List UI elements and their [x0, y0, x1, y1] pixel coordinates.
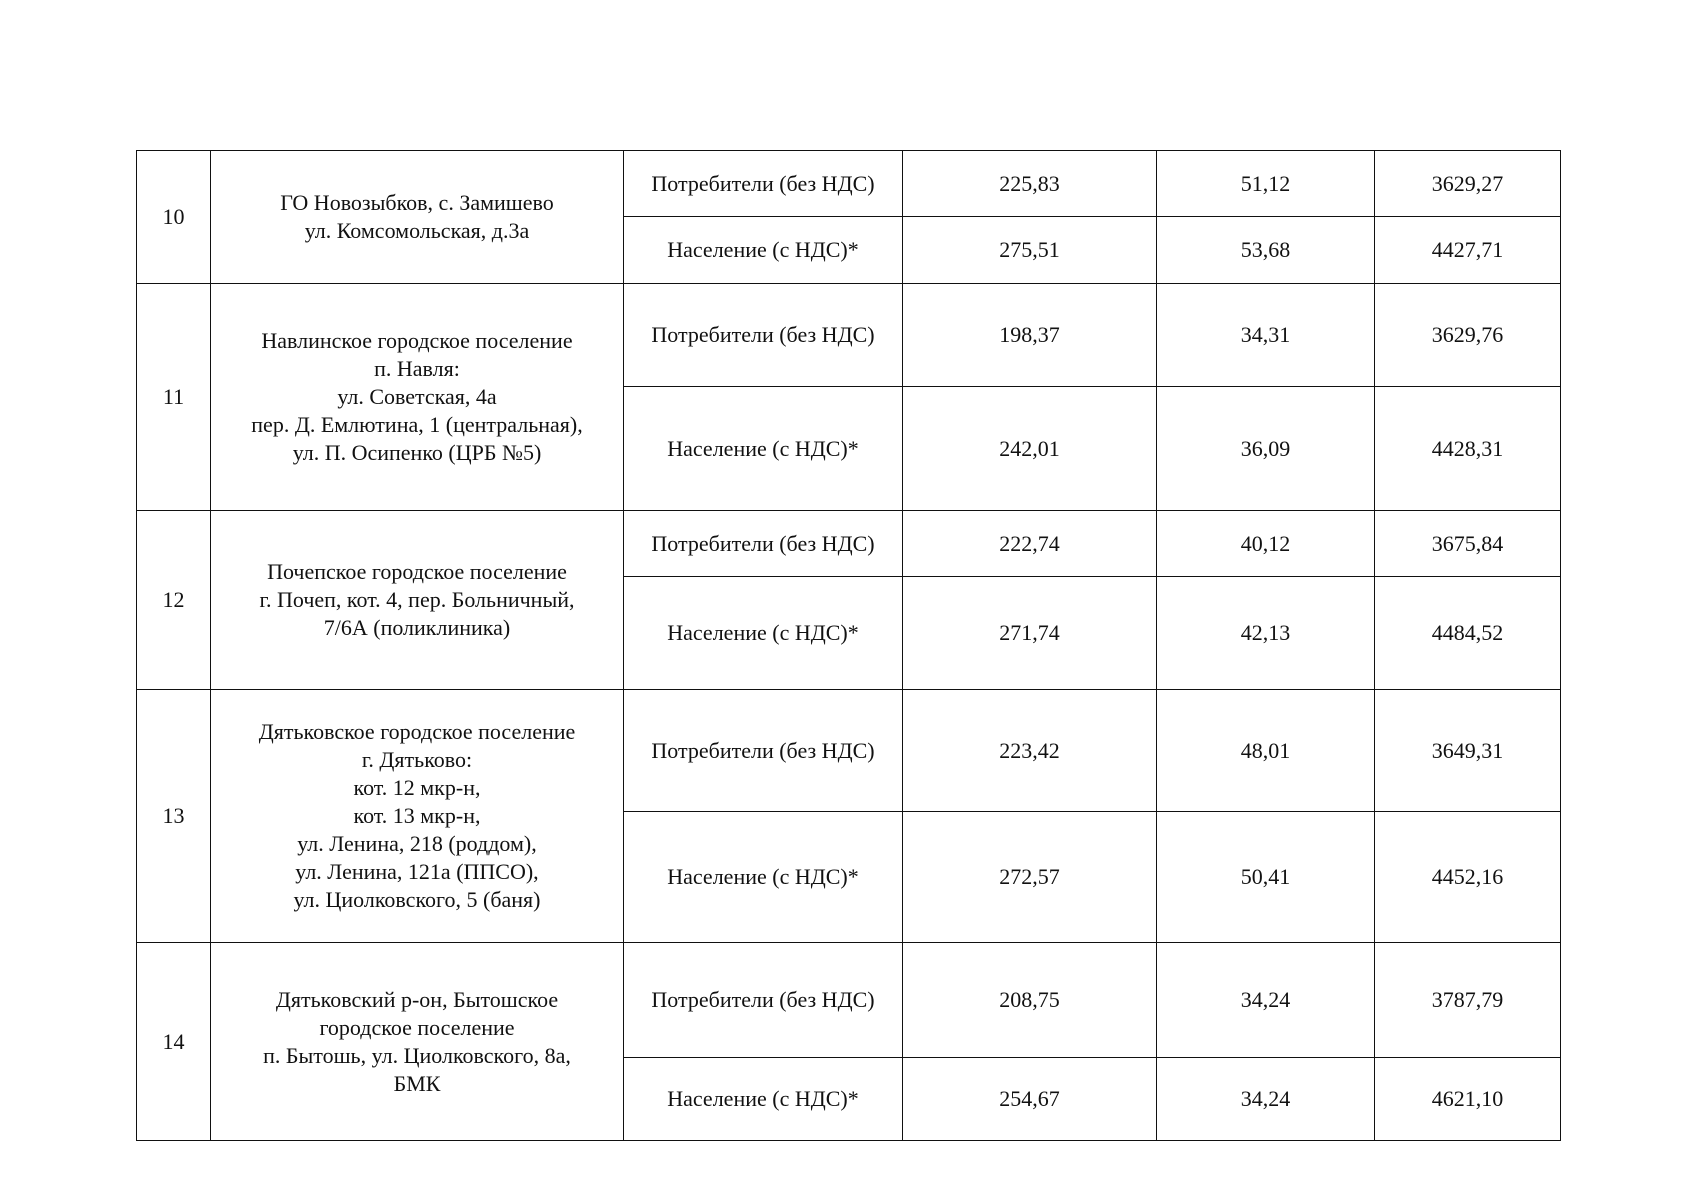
table-row — [137, 511, 1561, 577]
value-cell: 40,12 — [1157, 511, 1375, 577]
consumer-category: Потребители (без НДС) — [624, 690, 903, 812]
value-cell: 254,67 — [903, 1058, 1157, 1141]
value-cell: 4621,10 — [1375, 1058, 1561, 1141]
location-cell — [211, 151, 624, 284]
location-line: кот. 13 мкр-н, — [353, 803, 481, 828]
value-cell: 50,41 — [1157, 812, 1375, 943]
consumer-category: Население (с НДС)* — [624, 387, 903, 511]
value-cell: 3787,79 — [1375, 943, 1561, 1058]
value-cell: 3629,76 — [1375, 284, 1561, 387]
consumer-category: Население (с НДС)* — [624, 577, 903, 690]
value-cell: 4428,31 — [1375, 387, 1561, 511]
location-line: Дятьковский р-он, Бытошское — [275, 986, 559, 1012]
value-cell: 208,75 — [903, 943, 1157, 1058]
row-number: 14 — [137, 943, 211, 1141]
row-number: 11 — [137, 284, 211, 511]
location-line: кот. 12 мкр-н, — [353, 775, 481, 800]
consumer-category: Потребители (без НДС) — [624, 151, 903, 217]
row-number: 10 — [137, 151, 211, 284]
location-line: пер. Д. Емлютина, 1 (центральная), — [251, 412, 583, 437]
location-line: ГО Новозыбков, с. Замишево — [280, 190, 554, 215]
value-cell: 34,24 — [1157, 1058, 1375, 1141]
row-number: 13 — [137, 690, 211, 943]
location-line: Почепское городское поселение — [267, 559, 567, 584]
consumer-category: Население (с НДС)* — [624, 1058, 903, 1141]
location-line: г. Почеп, кот. 4, пер. Больничный, — [259, 587, 575, 612]
table-row — [137, 690, 1561, 812]
location-line: 7/6А (поликлиника) — [323, 615, 511, 640]
value-cell: 225,83 — [903, 151, 1157, 217]
location-line: ул. Ленина, 218 (роддом), — [297, 831, 537, 856]
location-line: БМК — [393, 1070, 441, 1096]
location-line: городское поселение — [319, 1014, 515, 1040]
value-cell: 272,57 — [903, 812, 1157, 943]
value-cell: 242,01 — [903, 387, 1157, 511]
location-line: Навлинское городское поселение — [261, 328, 573, 353]
consumer-category: Потребители (без НДС) — [624, 943, 903, 1058]
location-line: ул. Циолковского, 5 (баня) — [293, 887, 541, 912]
value-cell: 51,12 — [1157, 151, 1375, 217]
location-line: ул. Комсомольская, д.3а — [304, 218, 530, 243]
consumer-category: Потребители (без НДС) — [624, 511, 903, 577]
tariff-table — [136, 150, 1561, 1141]
row-number: 12 — [137, 511, 211, 690]
value-cell: 34,31 — [1157, 284, 1375, 387]
value-cell: 3649,31 — [1375, 690, 1561, 812]
consumer-category: Население (с НДС)* — [624, 217, 903, 284]
location-line: п. Бытошь, ул. Циолковского, 8а, — [263, 1042, 571, 1068]
location-line: ул. П. Осипенко (ЦРБ №5) — [292, 440, 542, 465]
location-cell — [211, 690, 624, 943]
value-cell: 4452,16 — [1375, 812, 1561, 943]
value-cell: 42,13 — [1157, 577, 1375, 690]
location-line: ул. Советская, 4а — [337, 384, 497, 409]
location-line: г. Дятьково: — [361, 747, 473, 772]
value-cell: 34,24 — [1157, 943, 1375, 1058]
value-cell: 3629,27 — [1375, 151, 1561, 217]
value-cell: 4427,71 — [1375, 217, 1561, 284]
location-line: ул. Ленина, 121а (ППСО), — [295, 859, 539, 884]
value-cell: 4484,52 — [1375, 577, 1561, 690]
value-cell: 48,01 — [1157, 690, 1375, 812]
consumer-category: Население (с НДС)* — [624, 812, 903, 943]
location-cell — [211, 511, 624, 690]
consumer-category: Потребители (без НДС) — [624, 284, 903, 387]
value-cell: 3675,84 — [1375, 511, 1561, 577]
table-row — [137, 284, 1561, 387]
value-cell: 53,68 — [1157, 217, 1375, 284]
table-row — [137, 943, 1561, 1058]
table-row — [137, 151, 1561, 217]
value-cell: 222,74 — [903, 511, 1157, 577]
value-cell: 275,51 — [903, 217, 1157, 284]
location-cell — [211, 284, 624, 511]
location-line: Дятьковское городское поселение — [258, 719, 576, 744]
value-cell: 223,42 — [903, 690, 1157, 812]
location-line: п. Навля: — [374, 356, 460, 381]
location-cell — [211, 943, 624, 1141]
value-cell: 271,74 — [903, 577, 1157, 690]
value-cell: 198,37 — [903, 284, 1157, 387]
value-cell: 36,09 — [1157, 387, 1375, 511]
